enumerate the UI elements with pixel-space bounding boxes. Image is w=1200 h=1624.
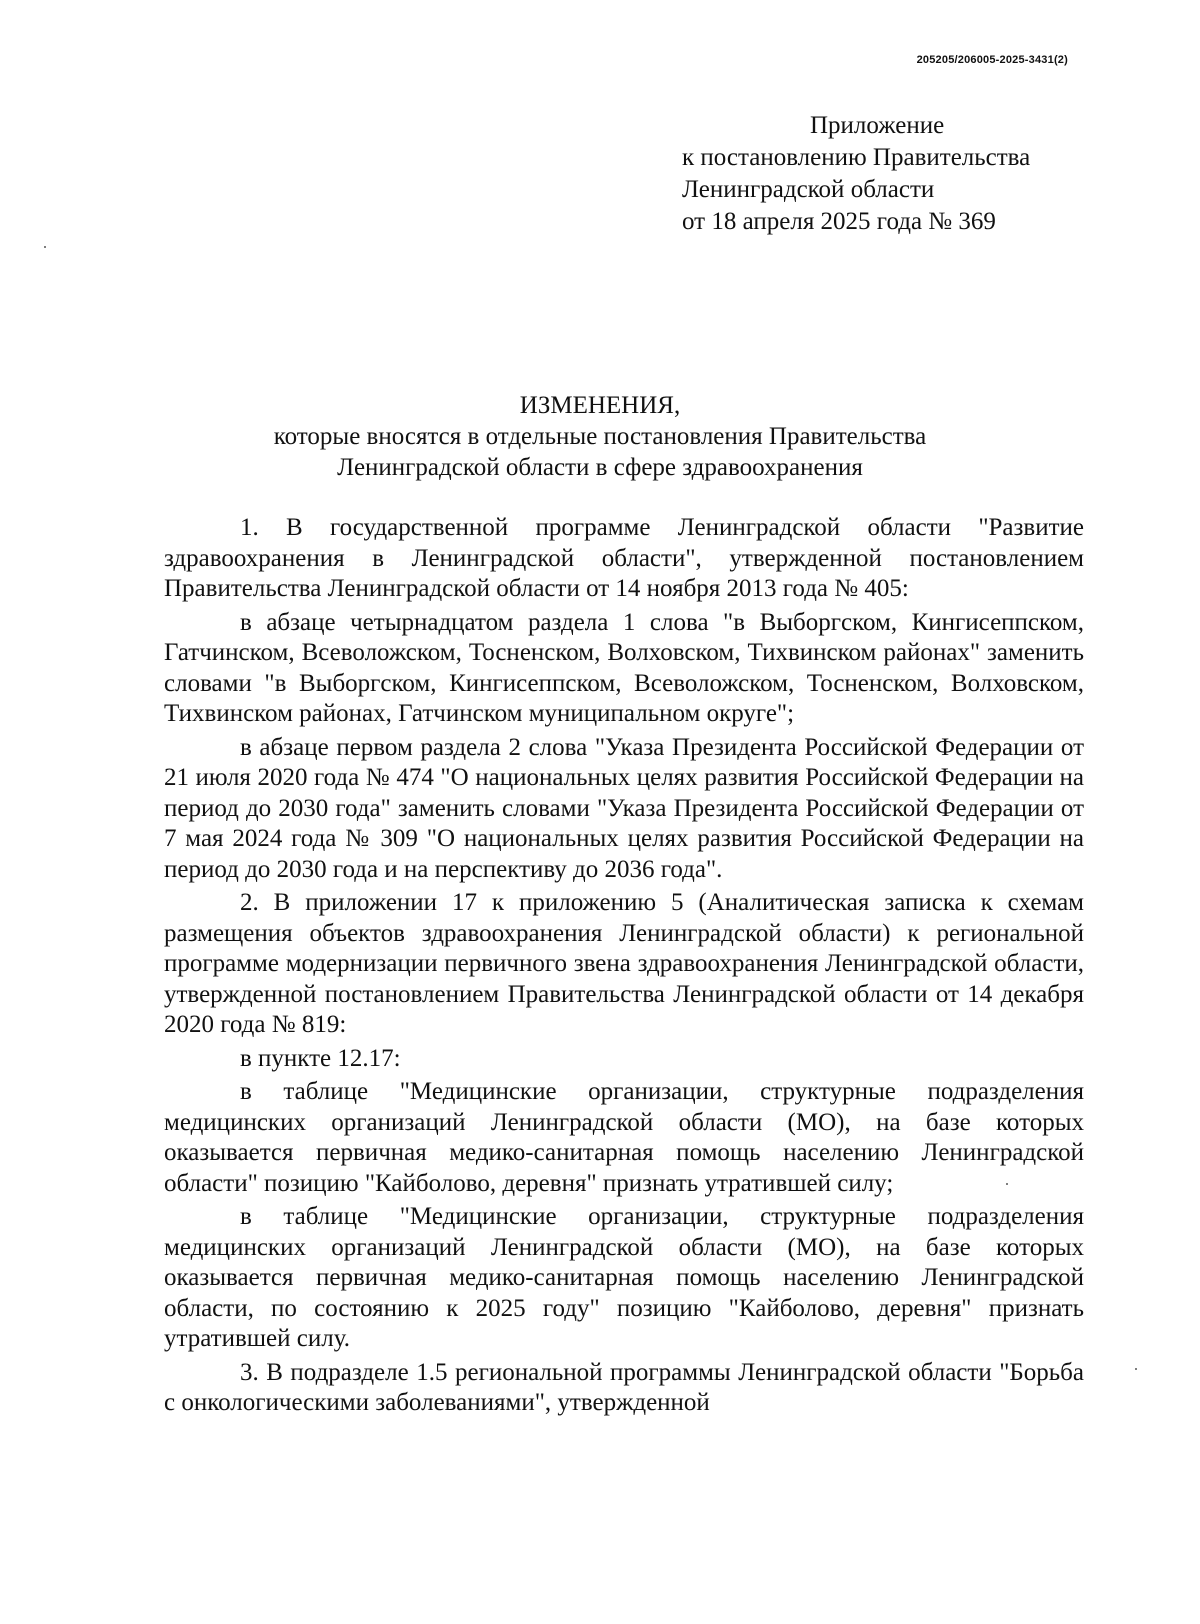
appendix-title: Приложение: [810, 112, 945, 139]
document-body: [164, 513, 1084, 1422]
paragraph: в таблице "Медицинские организации, структурные подразделения медицинских организаций Ленинградской области (МО), на базе которых оказывается первичная медико-санитарная помощь населению Ленинградской области, по состоянию к 2025 году" позицию "Кайболово, деревня" признать утратившей силу.: [164, 1203, 1084, 1352]
paragraph: в абзаце первом раздела 2 слова "Указа Президента Российской Федерации от 21 июля 2020 года № 474 "О национальных целях развития Российской Федерации на период до 2030 года" заменить словами "Указа Президента Российской Федерации от 7 мая 2024 года № 309 "О национальных целях развития Российской Федерации на период до 2030 года и на перспективу до 2036 года".: [164, 733, 1084, 883]
heading-title: ИЗМЕНЕНИЯ,: [519, 392, 681, 419]
paragraph: в пункте 12.17:: [240, 1044, 401, 1072]
scan-speck: [1135, 1368, 1137, 1370]
heading-subtitle: которые вносятся в отдельные постановления Правительства: [273, 423, 927, 450]
paragraph: 1. В государственной программе Ленинградской области "Развитие здравоохранения в Ленинградской области", утвержденной постановлением Правительства Ленинградской области от 14 ноября 2013 года № 405:: [164, 514, 1084, 602]
scan-speck: [1006, 1183, 1008, 1185]
paragraph: в таблице "Медицинские организации, структурные подразделения медицинских организаций Ленинградской области (МО), на базе которых оказывается первичная медико-санитарная помощь населению Ленинградской области" позицию "Кайболово, деревня" признать утратившей силу;: [164, 1078, 1084, 1197]
document-id: 205205/206005-2025-3431(2): [916, 54, 1068, 66]
paragraph: в абзаце четырнадцатом раздела 1 слова "в Выборгском, Кингисеппском, Гатчинском, Всеволожском, Тосненском, Волховском, Тихвинском районах" заменить словами "в Выборгском, Кингисеппском, Всеволожском, Тосненском, Волховском, Тихвинском районах, Гатчинском муниципальном округе";: [164, 608, 1084, 727]
paragraph: 3. В подразделе 1.5 региональной программы Ленинградской области "Борьба с онкологическими заболеваниями", утвержденной: [164, 1358, 1084, 1416]
document-heading: [0, 390, 1200, 483]
appendix-line: к постановлению Правительства: [682, 144, 1031, 171]
paragraph: 2. В приложении 17 к приложению 5 (Аналитическая записка к схемам размещения объектов здравоохранения Ленинградской области) к региональной программе модернизации первичного звена здравоохранения Ленинградской области, утвержденной постановлением Правительства Ленинградской области от 14 декабря 2020 года № 819:: [164, 889, 1084, 1038]
scan-speck: [44, 246, 46, 248]
appendix-line: Ленинградской области: [682, 176, 935, 203]
appendix-line: от 18 апреля 2025 года № 369: [682, 208, 996, 235]
appendix-block: [682, 110, 1030, 238]
heading-subtitle: Ленинградской области в сфере здравоохранения: [337, 454, 863, 481]
